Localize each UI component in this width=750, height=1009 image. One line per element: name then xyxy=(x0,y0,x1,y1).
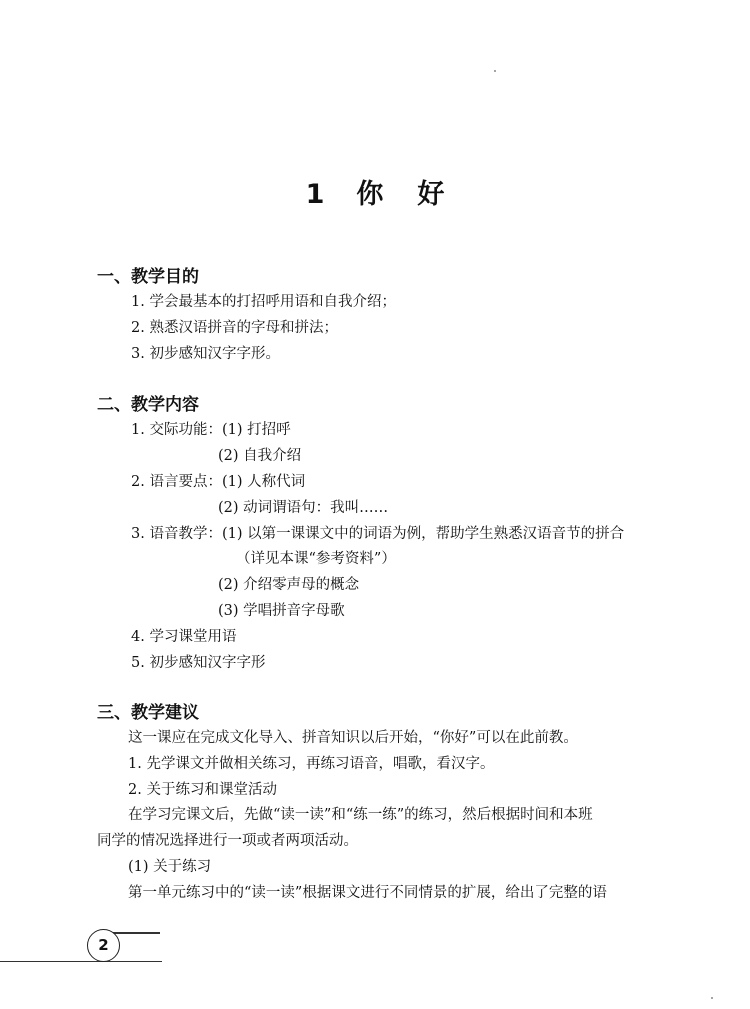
list-item: (2) 自我介绍 xyxy=(218,448,302,464)
list-item: (2) 介绍零声母的概念 xyxy=(218,577,360,593)
section-heading-objectives: 一、教学目的 xyxy=(97,267,199,287)
list-item: 4. 学习课堂用语 xyxy=(131,629,237,645)
paragraph-line: 这一课应在完成文化导入、拼音知识以后开始，“你好”可以在此前教。 xyxy=(128,730,578,746)
page-title xyxy=(0,172,750,211)
paragraph-line: 第一单元练习中的“读一读”根据课文进行不同情景的扩展，给出了完整的语 xyxy=(128,885,607,901)
list-item: （详见本课“参考资料”） xyxy=(236,551,396,567)
paragraph-line: 2. 关于练习和课堂活动 xyxy=(128,782,277,798)
speck-mark xyxy=(711,997,713,999)
page-number: 2 xyxy=(87,929,120,962)
list-item: 5. 初步感知汉字字形 xyxy=(131,655,266,671)
list-item: 1. 学会最基本的打招呼用语和自我介绍； xyxy=(131,294,396,310)
section-heading-suggestions: 三、教学建议 xyxy=(97,703,199,723)
paragraph-line: 在学习完课文后，先做“读一读”和“练一练”的练习，然后根据时间和本班 xyxy=(128,807,593,823)
list-item: 1. 交际功能：(1) 打招呼 xyxy=(131,422,291,438)
speck-mark xyxy=(494,70,496,72)
title-number: 1 xyxy=(305,179,325,210)
title-char-1: 你 xyxy=(356,179,384,210)
paragraph-line: (1) 关于练习 xyxy=(128,859,212,875)
list-item: (3) 学唱拼音字母歌 xyxy=(218,603,345,619)
list-item: 3. 初步感知汉字字形。 xyxy=(131,346,280,362)
list-item: (2) 动词谓语句：我叫…… xyxy=(218,500,389,516)
section-heading-content: 二、教学内容 xyxy=(97,395,199,415)
list-item: 2. 语言要点：(1) 人称代词 xyxy=(131,474,306,490)
list-item: 2. 熟悉汉语拼音的字母和拼法； xyxy=(131,320,338,336)
footer-rule xyxy=(0,961,162,962)
paragraph-line: 1. 先学课文并做相关练习，再练习语音，唱歌，看汉字。 xyxy=(128,756,495,772)
title-char-2: 好 xyxy=(417,179,445,210)
footer-rule-top xyxy=(112,932,160,934)
list-item: 3. 语音教学：(1) 以第一课课文中的词语为例，帮助学生熟悉汉语音节的拼合 xyxy=(131,526,625,542)
paragraph-line: 同学的情况选择进行一项或者两项活动。 xyxy=(97,833,358,849)
